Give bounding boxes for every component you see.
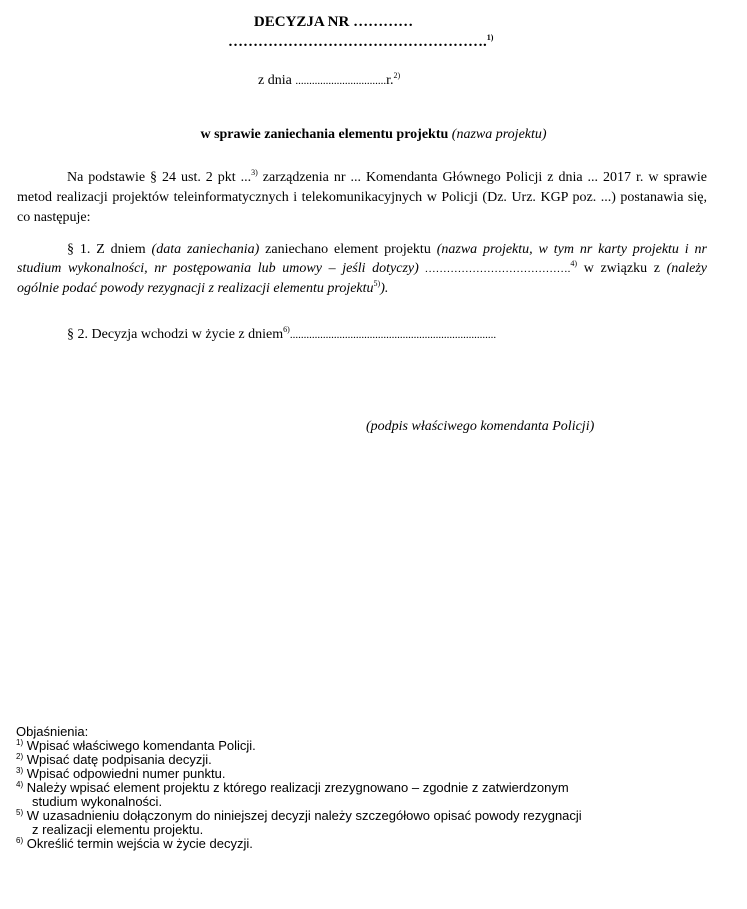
decision-subject: [0, 127, 747, 143]
decision-title-text: DECYZJA NR …………: [253, 14, 414, 30]
section-1-paragraph: [17, 240, 707, 298]
legal-basis-text-2: zarządzenia nr ... Komendanta Głównego Policji z dnia ... 2017 r. w sprawie metod realizacji projektów teleinformatycznych i telekomunikacyjnych w Policji (Dz. Urz. KGP poz. ...) postanawia się, co następuje:: [17, 170, 707, 225]
date-prefix: z dnia: [258, 73, 292, 88]
decision-title: [0, 14, 747, 31]
footnote-ref-3: 3): [251, 168, 258, 177]
explanation-item: [16, 809, 708, 837]
section-1-italic-3: (należy ogólnie podać powody rezygnacji z realizacji elementu projektu: [17, 261, 707, 296]
explanation-text: Wpisać odpowiedni numer punktu.: [23, 766, 226, 781]
explanation-text: Określić termin wejścia w życie decyzji.: [23, 836, 253, 851]
explanation-text: W uzasadnieniu dołączonym do niniejszej decyzji należy szczegółowo opisać powody rezygnacji: [23, 808, 582, 823]
subject-bold: w sprawie zaniechania elementu projektu: [200, 127, 449, 142]
explanation-number: 3): [16, 766, 24, 775]
date-suffix: r.: [386, 73, 394, 88]
section-1-italic-1: (data zaniechania): [151, 242, 260, 257]
section-2-dots: ...........................................................................: [289, 329, 497, 341]
section-2-paragraph: [17, 325, 707, 345]
section-1-text-3: w związku z: [577, 261, 667, 276]
section-1-text-2: zaniechano element projektu: [259, 242, 437, 257]
footnote-ref-1: 1): [486, 33, 494, 42]
explanation-text: Wpisać datę podpisania decyzji.: [23, 752, 212, 767]
explanations-section: [16, 725, 708, 851]
section-1-italic-2: (nazwa projektu, w tym nr karty projektu i nr studium wykonalności, nr postępowania lub umowy – jeśli dotyczy): [17, 242, 707, 276]
section-1-text-1: § 1. Z dniem: [67, 242, 152, 257]
explanations-heading: Objaśnienia:: [16, 724, 89, 739]
explanation-continuation: z realizacji elementu projektu.: [32, 822, 204, 837]
footnote-ref-5: 5): [373, 279, 381, 288]
explanation-number: 6): [16, 836, 24, 845]
explanation-number: 2): [16, 752, 24, 761]
explanation-item: [16, 837, 708, 851]
decision-date-line: [258, 73, 400, 89]
legal-basis-text-1: Na podstawie § 24 ust. 2 pkt ...: [67, 170, 252, 185]
date-dots: .................................: [295, 75, 387, 87]
signature-placeholder: (podpis właściwego komendanta Policji): [366, 419, 595, 434]
decision-number-dots: …………………………………………….: [228, 34, 487, 50]
explanation-continuation: studium wykonalności.: [32, 794, 163, 809]
section-1-italic-4: ).: [380, 281, 389, 296]
footnote-ref-4: 4): [570, 259, 578, 268]
explanation-item: [16, 753, 708, 767]
explanation-number: 5): [16, 808, 24, 817]
footnote-ref-6: 6): [283, 325, 290, 334]
section-2-text: § 2. Decyzja wchodzi w życie z dniem: [67, 327, 284, 342]
subject-italic: (nazwa projektu): [451, 127, 547, 142]
decision-number-line: [228, 34, 493, 51]
legal-basis-paragraph: [17, 168, 707, 228]
footnote-ref-2: 2): [393, 71, 401, 80]
explanation-item: [16, 781, 708, 809]
explanation-number: 4): [16, 780, 24, 789]
explanation-number: 1): [16, 738, 24, 747]
explanation-item: [16, 767, 708, 781]
explanation-text: Wpisać właściwego komendanta Policji.: [23, 738, 256, 753]
explanation-text: Należy wpisać element projektu z którego realizacji zrezygnowano – zgodnie z zatwierdzonym: [23, 780, 569, 795]
section-1-dots: ………………………………….: [418, 263, 571, 275]
explanation-item: [16, 739, 708, 753]
